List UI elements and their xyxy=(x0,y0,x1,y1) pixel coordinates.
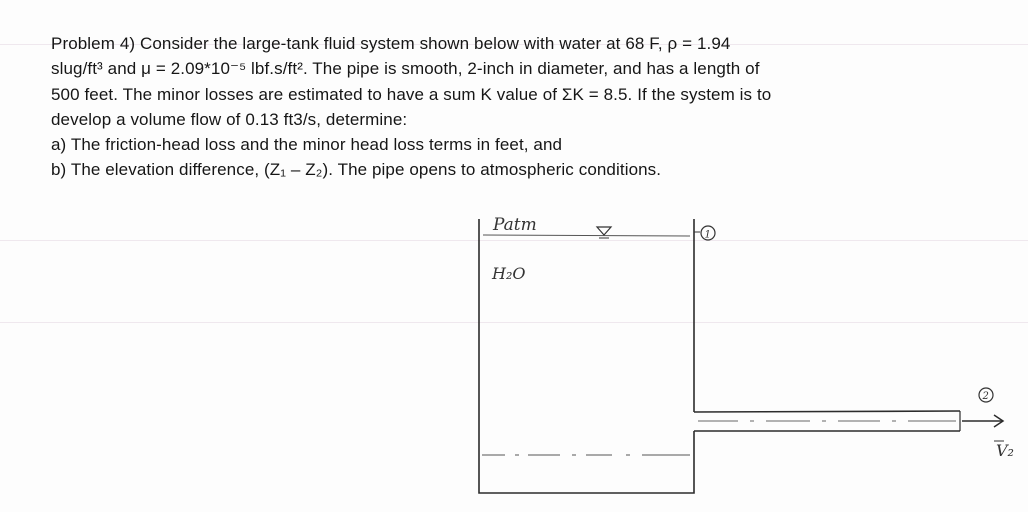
atmospheric-pressure-label: Patm xyxy=(493,215,537,235)
problem-line-4: develop a volume flow of 0.13 ft3/s, determine: xyxy=(51,109,408,129)
problem-line-5: a) The friction-head loss and the minor head loss terms in feet, and xyxy=(51,135,563,155)
problem-line-6: b) The elevation difference, (Z₁ – Z₂). The pipe opens to atmospheric conditions. xyxy=(51,160,662,180)
point-1-label: 1 xyxy=(704,229,711,241)
pipe-top-wall xyxy=(694,411,960,412)
exit-velocity-label: V₂ xyxy=(996,441,1014,460)
water-surface-line xyxy=(483,235,690,236)
point-2-label: 2 xyxy=(982,391,989,402)
problem-line-2: slug/ft³ and μ = 2.09*10⁻⁵ lbf.s/ft². The pipe is smooth, 2-inch in diameter, and has a length of xyxy=(51,59,760,79)
problem-line-3: 500 feet. The minor losses are estimated to have a sum K value of ΣK = 8.5. If the system is to xyxy=(51,84,772,104)
water-level-marker-icon xyxy=(597,227,611,235)
tank-wall xyxy=(479,219,694,493)
fluid-label: H₂O xyxy=(492,264,526,283)
problem-line-1: Problem 4) Consider the large-tank fluid system shown below with water at 68 F, ρ = 1.94 xyxy=(51,34,731,53)
